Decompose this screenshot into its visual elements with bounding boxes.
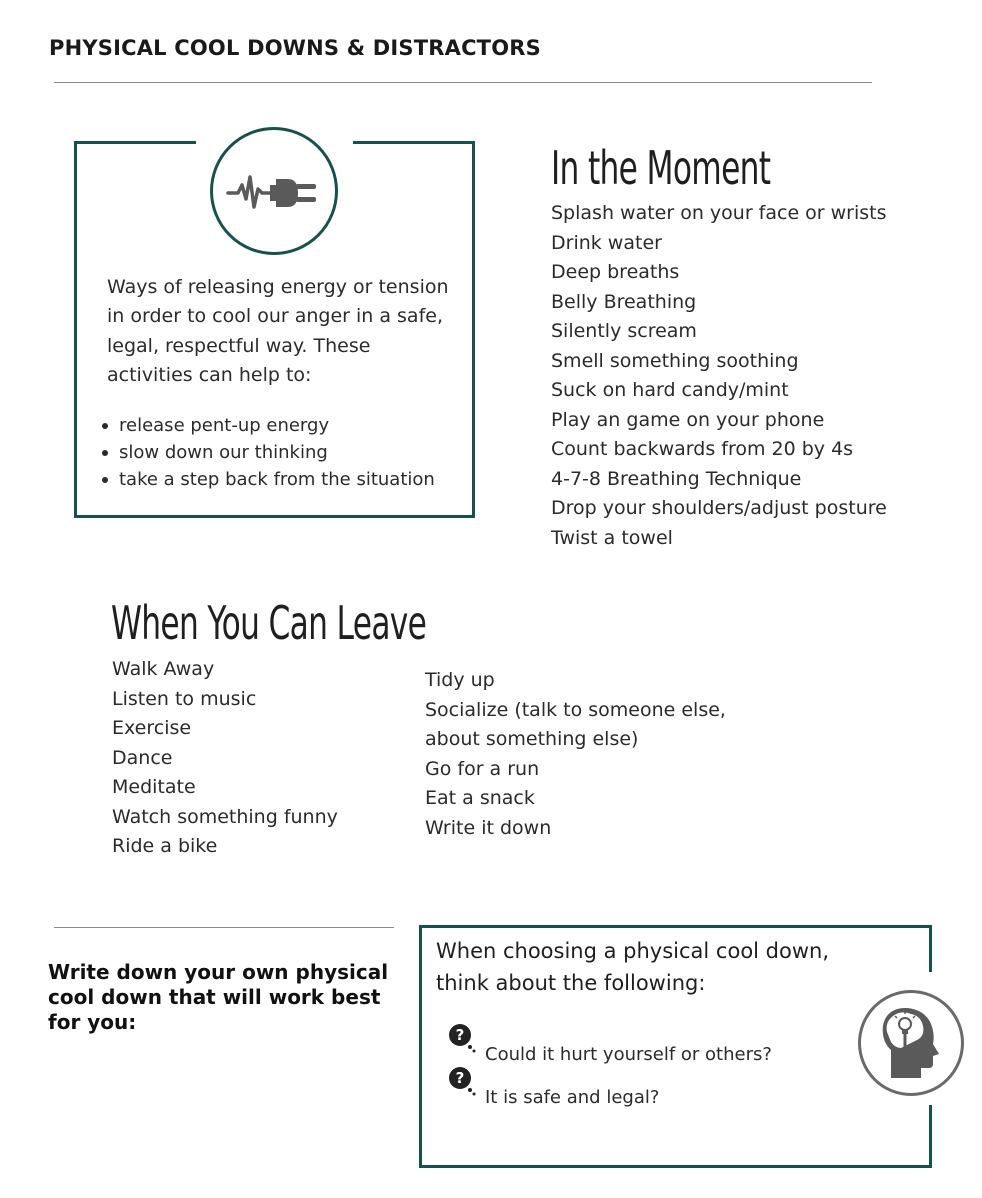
plug-heartbeat-icon <box>210 127 338 255</box>
intro-bullet-list <box>100 412 435 493</box>
list-item: Twist a towel <box>551 526 673 549</box>
in-the-moment-list <box>551 199 887 553</box>
list-item: Ride a bike <box>112 835 218 857</box>
list-item: Watch something funny <box>112 805 338 828</box>
svg-text:?: ? <box>455 1026 465 1044</box>
list-item: take a step back from the situation <box>100 466 435 493</box>
list-item: Eat a snack <box>425 787 535 809</box>
list-item: Suck on hard candy/mint <box>551 379 789 401</box>
question-bubble-icon <box>446 1066 480 1104</box>
svg-text:?: ? <box>455 1069 465 1087</box>
list-item: slow down our thinking <box>100 439 435 466</box>
head-lightbulb-icon <box>858 990 964 1096</box>
list-item: Listen to music <box>112 687 257 710</box>
list-item: Splash water on your face or wrists <box>551 202 887 224</box>
choosing-heading: When choosing a physical cool down, think about the following: <box>436 939 830 995</box>
list-item: Exercise <box>112 717 192 739</box>
list-item: Silently scream <box>551 320 697 342</box>
list-item: release pent-up energy <box>100 412 435 439</box>
in-the-moment-heading: In the Moment <box>551 141 771 195</box>
list-item: Meditate <box>112 776 196 798</box>
list-item: Write it down <box>425 816 552 839</box>
list-item: Play an game on your phone <box>551 408 825 431</box>
list-item: Belly Breathing <box>551 290 697 313</box>
list-item: Deep breaths <box>551 261 680 283</box>
write-prompt: Write down your own physical cool down that will work best for you: <box>48 960 389 1034</box>
list-item: Smell something soothing <box>551 349 799 372</box>
title-divider <box>54 82 872 83</box>
list-item: 4-7-8 Breathing Technique <box>551 467 802 490</box>
prompt-divider <box>54 927 394 928</box>
leave-list-column-a <box>112 655 338 862</box>
list-item: Drop your shoulders/adjust posture <box>551 497 887 519</box>
when-you-can-leave-heading: When You Can Leave <box>111 596 427 650</box>
list-item: Count backwards from 20 by 4s <box>551 438 854 460</box>
question-text: Could it hurt yourself or others? <box>485 1044 772 1065</box>
leave-list-column-b <box>425 666 755 843</box>
intro-text: Ways of releasing energy or tension in order to cool our anger in a safe, legal, respectful way. These activities can help to: <box>107 276 449 386</box>
list-item: Dance <box>112 746 173 769</box>
list-item: about something else) <box>425 728 639 750</box>
question-bubble-icon <box>446 1023 480 1061</box>
list-item: Walk Away <box>112 658 215 680</box>
page-title: PHYSICAL COOL DOWNS & DISTRACTORS <box>49 36 541 60</box>
question-text: It is safe and legal? <box>485 1087 660 1108</box>
list-item: Drink water <box>551 231 662 254</box>
list-item: Socialize (talk to someone else, <box>425 698 726 721</box>
list-item: Tidy up <box>425 669 495 691</box>
list-item: Go for a run <box>425 757 540 780</box>
